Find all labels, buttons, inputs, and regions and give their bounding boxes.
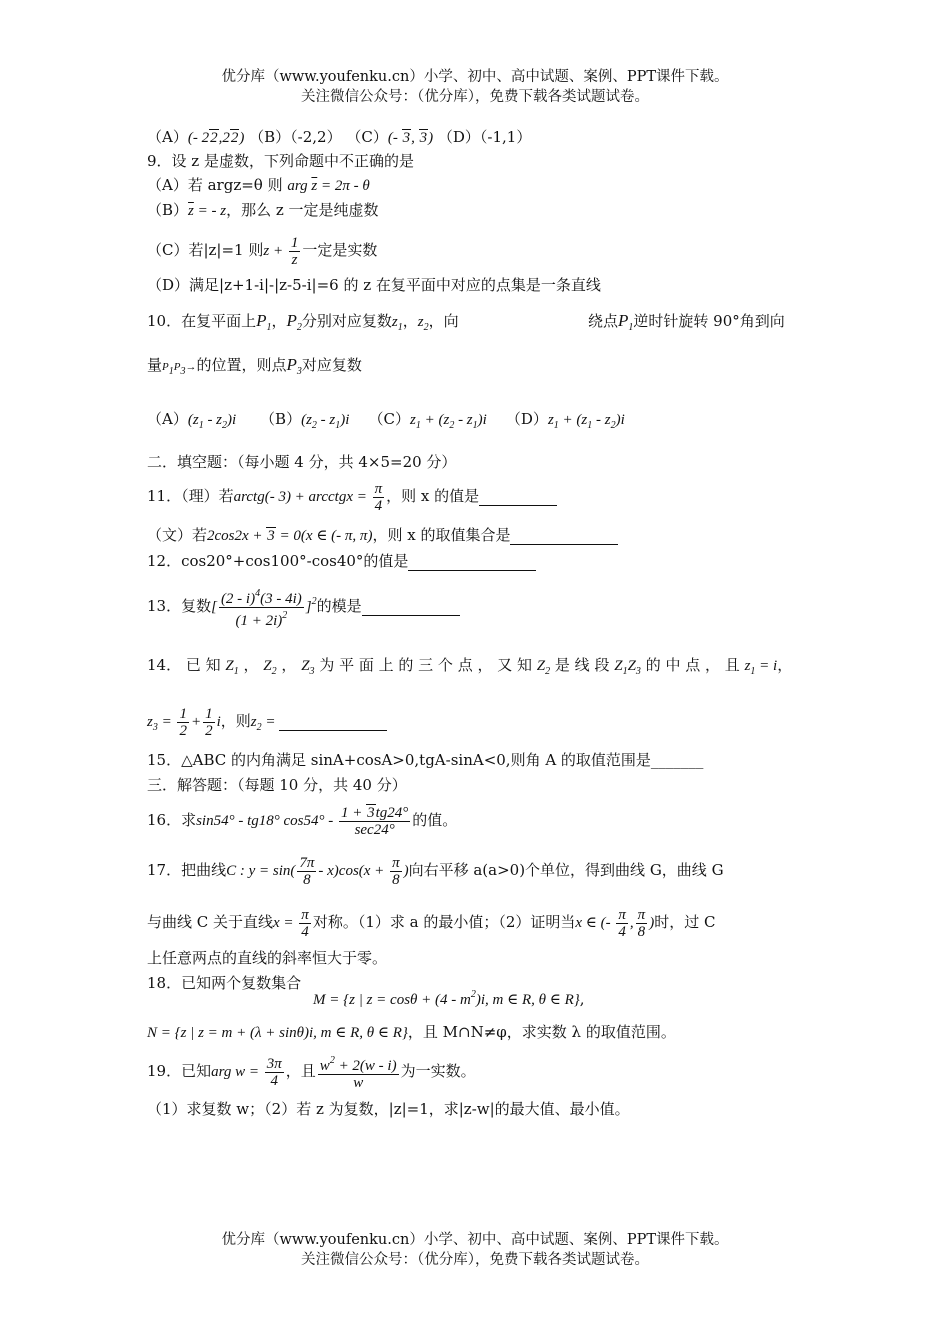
- q19-line-1: 19．已知arg w = $\frac{3\pi}{4}$ ，且 $\frac{w^2 + 2(w - i)}{w}$ 为一实数。: [147, 1055, 476, 1091]
- q11-li: 11．（理）若arctg(- 3) + arcctgx = $\frac{\pi}{4}$ ，则 x 的值是: [147, 476, 557, 517]
- q14-line-1: 14． 已 知 $Z_1$ ， $Z_2$ ， $Z_3$ 为 平 面 上 的 三 个 点 ， 又 知 $Z_2$ 是 线 段 $Z_1Z_3$ 的 中 点 ， 且 $z_1 = i$，: [147, 656, 793, 677]
- q17-line-2: 与曲线 C 关于直线x = $\frac{\pi}{4}$ 对称。（1）求 a 的最小值；（2）证明当x ∈ (- $\frac{\pi}{4}$ , $\frac{\pi}{8}$ )时，过 C: [147, 906, 716, 940]
- q13: 13．复数[ $\frac{(2 - i)^4(3 - 4i)}{(1 + 2i)^2}$ ]$^2$的模是: [147, 582, 460, 629]
- footer-line-2: 关注微信公众号：（优分库），免费下载各类试题试卷。: [301, 1252, 649, 1268]
- q11-wen: （文）若2cos2x + 3 = 0(x ∈ (- π, π)，则 x 的取值集合是: [147, 525, 618, 546]
- q18-line-2: N = {z | z = m + (λ + sinθ)i, m ∈ R, θ ∈ R}，且 M∩N≠φ，求实数 λ 的取值范围。: [147, 1023, 676, 1041]
- q17-line-1: 17．把曲线C : y = sin( $\frac{7\pi}{8}$ - x)cos(x + $\frac{\pi}{8}$ )向右平移 a(a>0)个单位，得到曲线 G，曲线 G: [147, 854, 724, 888]
- q14-line-2: $z_3$ = $\frac{1}{2}$ + $\frac{1}{2}$ i，则$z_2$ =: [147, 701, 387, 748]
- q18-line-1: 18．已知两个复数集合: [147, 974, 302, 992]
- q9-option-a: （A）若 argz=θ 则 arg $\overline{z} = 2\pi - \theta$: [147, 176, 370, 194]
- q18-set-m: M = {z | $z = \cos\theta + (4 - m^2)i$, m ∈ R, θ ∈ R},: [313, 989, 585, 1008]
- q15: 15．△ABC 的内角满足 sinA+cosA>0,tgA-sinA<0,则角 A 的取值范围是_______: [147, 751, 704, 769]
- q12: 12．cos20°+cos100°-cos40°的值是: [147, 551, 536, 571]
- q10-stem-cont: 绕点$P_1$逆时针旋转 90°角到向: [588, 311, 785, 333]
- q10-options: $(A)(z_1 - z_2)i$ $(B)(z_2 - z_1)i$ $(C)z_1 + (z_2 - z_1)i$ $(D)z_1 + (z_1 - z_2)i$: [147, 410, 625, 431]
- q9-option-b: $(B)\overline{z}$ = - z，那么 z 一定是纯虚数: [147, 201, 379, 219]
- q9-option-c: （C）若|z|=1 则z + $\frac{1}{z}$ 一定是实数: [147, 234, 378, 268]
- q9-option-d: （D）满足|z+1-i|-|z-5-i|=6 的 z 在复平面中对应的点集是一条直线: [147, 276, 601, 294]
- section-2-heading: 二．填空题：（每小题 4 分，共 4×5=20 分）: [147, 453, 457, 471]
- q16: 16．求sin54° - tg18° cos54° - $\frac{1 + 3tg24^\circ}{\sec 24^\circ}$ 的值。: [147, 804, 458, 838]
- q9-stem: 9．设 z 是虚数，下列命题中不正确的是: [147, 152, 414, 170]
- q17-line-3: 上任意两点的直线的斜率恒大于零。: [147, 949, 388, 967]
- footer-line-1: 优分库（www.youfenku.cn）小学、初中、高中试题、案例、PPT课件下载。: [221, 1232, 729, 1248]
- q19-line-2: （1）求复数 w；（2）若 z 为复数，|z|=1，求|z-w|的最大值、最小值。: [147, 1100, 630, 1118]
- q10-stem: 10．在复平面上$P_1$，$P_2$分别对应复数$z_1$，$z_2$，向: [147, 311, 459, 333]
- header-line-2: 关注微信公众号：（优分库），免费下载各类试题试卷。: [301, 89, 649, 105]
- section-3-heading: 三．解答题：（每题 10 分，共 40 分）: [147, 776, 407, 794]
- q8-options: （A）(- 22,22) （B）（-2,2） （C）(- 3, 3) （D）（-1,1）: [147, 128, 532, 146]
- q10-line-2: 量P1P3→的位置，则点$P_3$对应复数: [147, 355, 362, 377]
- header-line-1: 优分库（www.youfenku.cn）小学、初中、高中试题、案例、PPT课件下载。: [221, 69, 729, 85]
